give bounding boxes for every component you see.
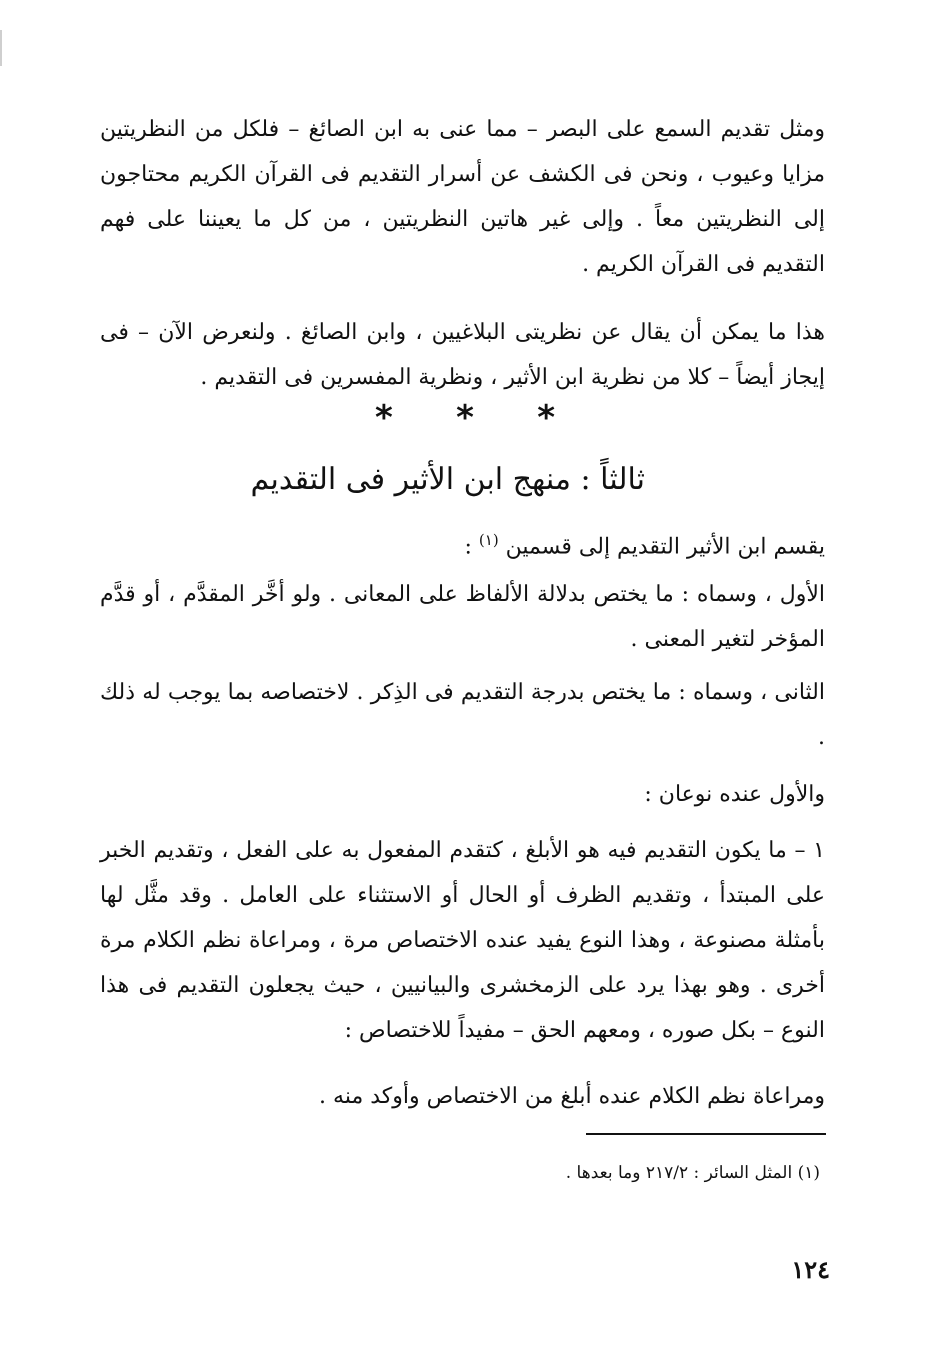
paragraph-conclusion: ومراعاة نظم الكلام عنده أبلغ من الاختصاص وأوكد منه . — [319, 1084, 825, 1109]
paragraph-second-type: الثانى ، وسماه : ما يختص بدرجة التقديم فى الذِكر . لاختصاصه بما يوجب له ذلك . — [100, 680, 825, 750]
footnote-reference: (١) — [478, 531, 499, 549]
paragraph-first-kinds: والأول عنده نوعان : — [644, 782, 825, 807]
separator-star: * — [375, 398, 393, 438]
paragraph-kind-one: ١ – ما يكون التقديم فيه هو الأبلغ ، كتقدم المفعول به على الفعل ، وتقديم الخبر على المبتدأ ، وتقديم الظرف أو الحال أو الاستثناء على العامل . وقد مثَّل لها بأمثلة مصنوعة ، وهذا النوع يفيد عنده الاختصاص مرة ، ومراعاة نظم الكلام مرة أخرى . وهو بهذا يرد على الزمخشرى والبيانيين ، حيث يجعلون التقديم فى هذا النوع – بكل صوره ، ومعهم الحق – مفيداً للاختصاص : — [100, 838, 825, 1043]
separator-star: * — [537, 398, 555, 438]
footnote-divider — [586, 1133, 826, 1135]
paragraph-first-type: الأول ، وسماه : ما يختص بدلالة الألفاظ على المعانى . ولو أخَّر المقدَّم ، أو قدَّم المؤخر لتغير المعنى . — [100, 582, 825, 652]
division-intro-text: يقسم ابن الأثير التقديم إلى قسمين — [505, 534, 825, 560]
paragraph-comparison-theories: ومثل تقديم السمع على البصر – مما عنى به ابن الصائغ – فلكل من النظريتين مزايا وعيوب ، ونحن فى الكشف عن أسرار التقديم فى القرآن الكريم محتاجون إلى النظريتين معاً . وإلى غير هاتين النظريتين ، من كل ما يعيننا على فهم التقديم فى القرآن الكريم . — [100, 117, 825, 277]
separator-star: * — [456, 398, 474, 438]
page-number: ١٢٤ — [791, 1255, 830, 1284]
division-intro-colon: : — [464, 534, 479, 560]
paragraph-summary: هذا ما يمكن أن يقال عن نظريتى البلاغيين ، وابن الصائغ . ولنعرض الآن – فى إيجاز أيضاً – كلا من نظرية ابن الأثير ، ونظرية المفسرين فى التقديم . — [100, 320, 825, 390]
footnote: (١) المثل السائر : ٢١٧/٢ وما بعدها . — [565, 1163, 820, 1183]
scan-edge-mark — [0, 30, 2, 66]
paragraph-division-intro — [100, 518, 825, 569]
section-separator — [375, 398, 555, 438]
section-heading: ثالثاً : منهج ابن الأثير فى التقديم — [250, 462, 645, 497]
